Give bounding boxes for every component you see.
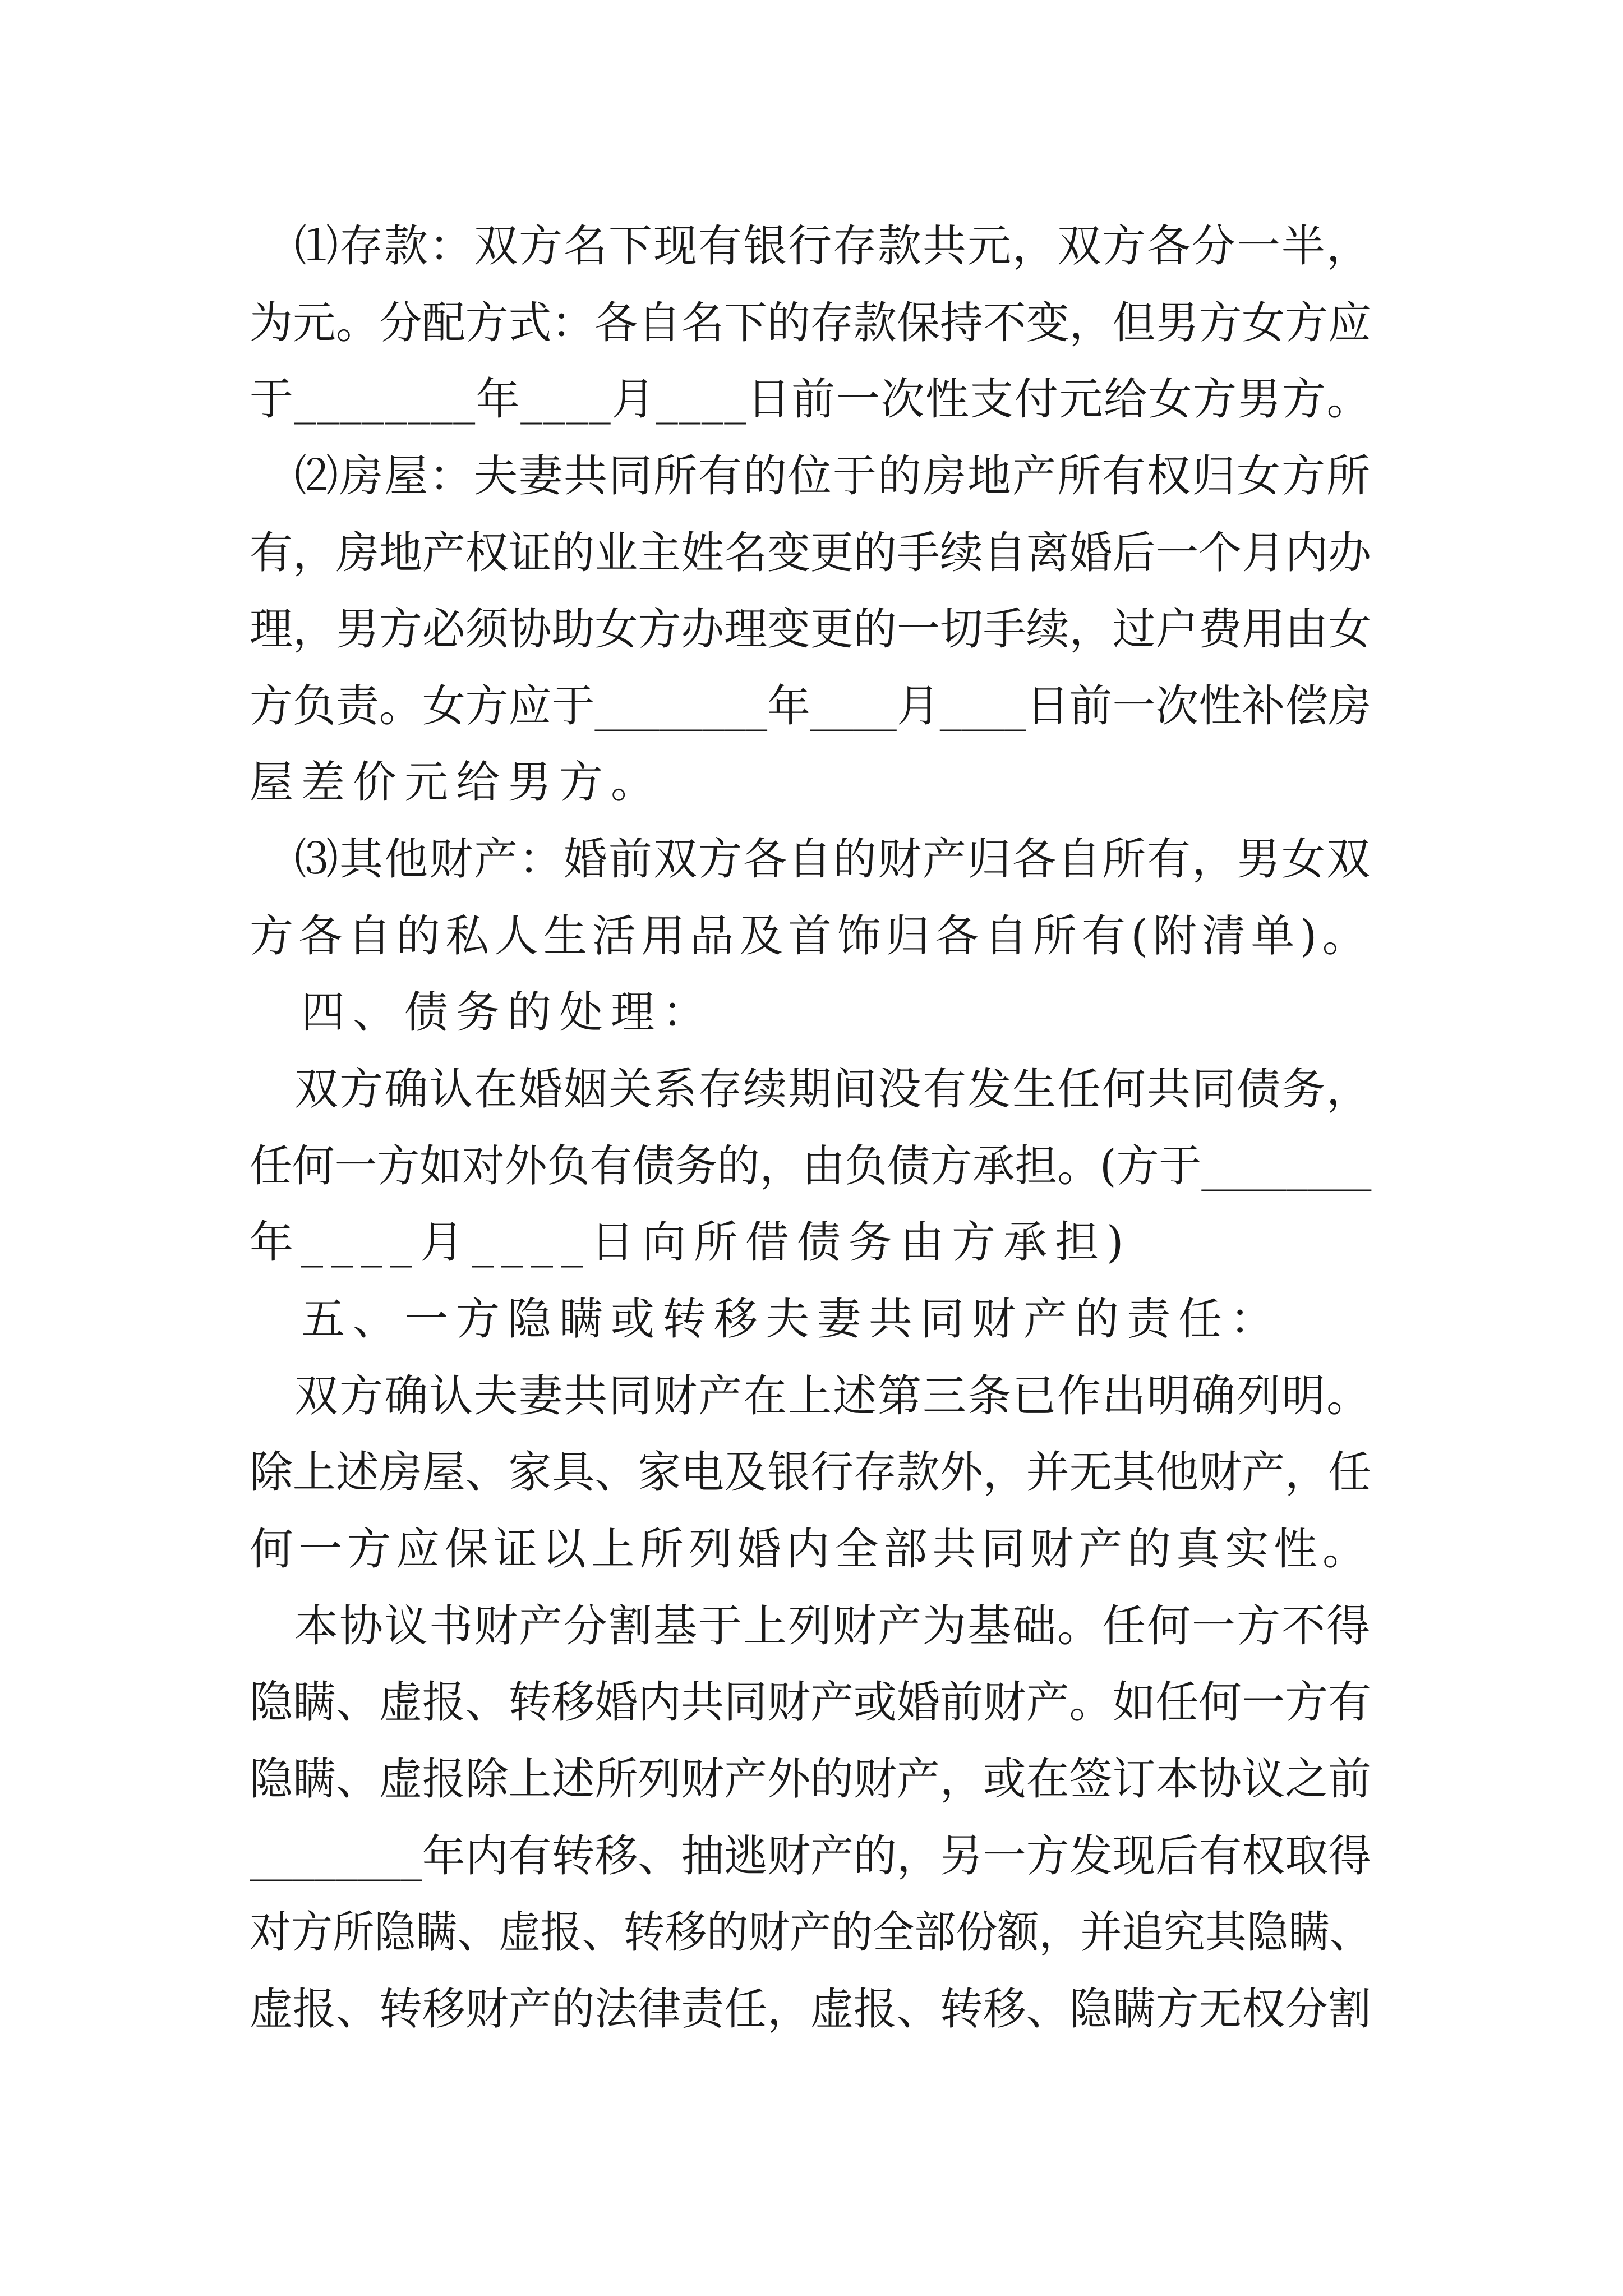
text-line: 除上述房屋、家具、家电及银行存款外，并无其他财产，任 xyxy=(250,1447,1372,1498)
text-line: 屋差价元给男方。 xyxy=(250,757,663,808)
text-line: ________年内有转移、抽逃财产的，另一方发现后有权取得 xyxy=(250,1831,1372,1881)
text-line: 何一方应保证以上所列婚内全部共同财产的真实性。 xyxy=(250,1524,1372,1575)
text-line: ⑵房屋：夫妻共同所有的位于的房地产所有权归女方所 xyxy=(250,451,1372,501)
section-heading: 五、一方隐瞒或转移夫妻共同财产的责任： xyxy=(250,1294,1282,1345)
text-line: 双方确认夫妻共同财产在上述第三条已作出明确列明。 xyxy=(250,1371,1372,1421)
text-line: 双方确认在婚姻关系存续期间没有发生任何共同债务， xyxy=(250,1064,1372,1115)
text-line: 有，房地产权证的业主姓名变更的手续自离婚后一个月内办 xyxy=(250,528,1372,578)
text-line: 隐瞒、虚报除上述所列财产外的财产，或在签订本协议之前 xyxy=(250,1754,1372,1805)
text-line: 方各自的私人生活用品及首饰归各自所有(附清单)。 xyxy=(250,911,1371,961)
text-line: 理，男方必须协助女方办理变更的一切手续，过户费用由女 xyxy=(250,604,1372,655)
text-line: 本协议书财产分割基于上列财产为基础。任何一方不得 xyxy=(250,1601,1372,1651)
text-line: 对方所隐瞒、虚报、转移的财产的全部份额，并追究其隐瞒、 xyxy=(250,1907,1372,1958)
text-line: 任何一方如对外负有债务的，由负债方承担。(方于________ xyxy=(250,1141,1372,1191)
text-line: 隐瞒、虚报、转移婚内共同财产或婚前财产。如任何一方有 xyxy=(250,1677,1372,1728)
text-line: ⑴存款：双方名下现有银行存款共元，双方各分一半， xyxy=(250,221,1372,272)
text-line: ⑶其他财产：婚前双方各自的财产归各自所有，男女双 xyxy=(250,834,1372,885)
text-line: 为元。分配方式：各自名下的存款保持不变，但男方女方应 xyxy=(250,298,1372,348)
text-line: 虚报、转移财产的法律责任，虚报、转移、隐瞒方无权分割 xyxy=(250,1984,1372,2035)
text-line: 于________年____月____日前一次性支付元给女方男方。 xyxy=(250,374,1372,425)
text-line: 方负责。女方应于________年____月____日前一次性补偿房 xyxy=(250,681,1372,731)
text-line: 年____月____日向所借债务由方承担) xyxy=(250,1217,1132,1268)
section-heading: 四、债务的处理： xyxy=(250,987,714,1038)
